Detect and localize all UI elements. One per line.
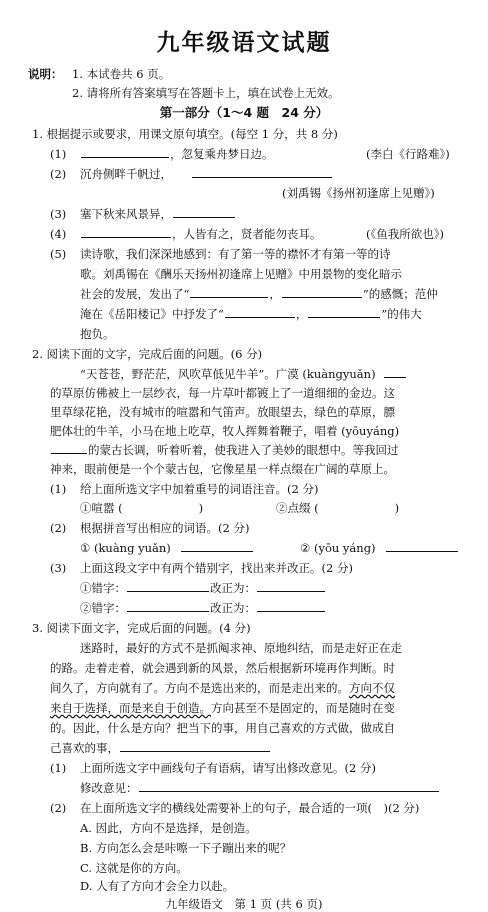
q1-item5-line1: 读诗歌，我们深深地感到：有了第一等的襟怀才有第一等的诗 [80,247,391,261]
q2-stem: 2. 阅读下面的文字，完成后面的问题。(6 分) [32,347,263,361]
q2-sub3-a [80,580,326,596]
q3-passage-line4 [50,700,395,716]
q1-item5-line4-end: ”的伟大 [381,307,422,321]
q2-passage-line5-text: 的蒙古长调，听着听着，使我进入了美妙的眼想中。等我回过 [88,443,399,457]
q1-item4-text: ，人皆有之，贤者能勿丧耳。 [172,227,322,241]
answer-blank[interactable] [127,580,209,592]
q3-option-c[interactable]: C. 这就是你的方向。 [80,861,188,875]
q3-underlined-sentence-part2: 来自于选择，而是来自于创造。 [50,701,211,715]
q2-sub1-b-label: ②点缀 ( [276,501,319,515]
q1-item1-source: (李白《行路难》) [366,147,450,161]
q2-sub3-b-label: ②错字： [80,601,126,615]
q3-sub1-number: (1) [50,761,67,775]
q2-passage-line3: 里草绿花艳，没有城市的喧嚣和气笛声。放眼望去，绿色的草原，膘 [50,405,395,419]
q2-passage-line6: 神来，眼前便是一个个蒙古包，它像星星一样点缀在广阔的草原上。 [50,462,395,476]
answer-blank[interactable] [139,780,439,792]
q2-sub3-b-correct-label: 改正为： [210,601,256,615]
q2-sub1-text: 给上面所选文字中加着重号的词语注音。(2 分) [80,482,319,496]
q2-sub2-number: (2) [50,521,67,535]
q2-sub2-text: 根据拼音写出相应的词语。(2 分) [80,521,250,535]
q2-passage-line1-text: “天苍苍，野茫茫，风吹草低见牛羊”。广漠 (kuàngyuǎn) [80,367,376,381]
q3-passage-line4-text: 方向甚至不是固定的，而是随时在变 [211,701,395,715]
q1-item3 [80,206,236,222]
q3-passage-line3-text: 间久了，方向就有了。方向不是选出来的，而是走出来的。 [50,681,349,695]
q3-passage-line5: 的。因此，什么是方向？把当下的事，用自己喜欢的方式做，做成自 [50,721,395,735]
q3-option-b[interactable]: B. 方向怎么会是咔嚓一下子蹦出来的呢？ [80,841,292,855]
q3-sub2-number: (2) [50,801,67,815]
q3-sub1-answer-label: 修改意见： [80,781,138,795]
answer-blank[interactable] [190,286,268,298]
q1-item5-line2: 歌。刘禹锡在《酬乐天扬州初逢席上见赠》中用景物的变化暗示 [80,267,402,281]
q1-item1-text: ，忽复乘舟梦日边。 [170,147,274,161]
answer-blank[interactable] [384,366,406,378]
q1-item5-line3 [80,286,438,302]
answer-blank[interactable] [181,540,253,552]
q2-sub1-number: (1) [50,482,67,496]
q1-item5-number: (5) [50,247,67,261]
answer-blank[interactable] [225,306,295,318]
q1-item2-source: (刘禹锡《扬州初逢席上见赠》) [282,186,435,200]
q2-sub3-number: (3) [50,561,67,575]
section-heading: 第一部分（1～4 题 24 分） [159,105,329,120]
q2-sub2-a-label: ① (kuàng yuǎn) [80,541,171,555]
q2-passage-line4: 肥体壮的牛羊，小马在地上吃草，牧人挥舞着鞭子，唱着 (yōuyáng) [50,424,400,438]
q3-stem: 3. 阅读下面文字，完成后面的问题。(4 分) [32,621,251,635]
q1-item4-source: (《鱼我所欲也》) [366,227,444,241]
q1-item4 [80,226,322,242]
q1-item2-number: (2) [50,167,67,181]
q3-sub1-answer [80,780,440,796]
q3-passage-line2: 的路。走着走着，就会遇到新的风景，然后根据新环境再作判断。时 [50,661,395,675]
answer-blank[interactable] [81,146,169,158]
q2-sub2-a [80,540,254,556]
paren-close: ) [394,501,400,515]
q3-option-d[interactable]: D. 人有了方向才会全力以赴。 [80,879,235,893]
q2-sub1-a [80,500,203,516]
answer-blank[interactable] [386,540,458,552]
q1-item5-line3-end: ”的感慨；范仲 [362,287,438,301]
q3-underlined-sentence-part1: 方向不仅 [349,681,395,695]
q3-passage-line3 [50,680,395,696]
comma: ， [269,287,281,301]
q3-passage-line6-text: 己喜欢的事， [50,741,119,755]
q3-sub2-text: 在上面所选文字的横线处需要补上的句子，最合适的一项( )(2 分) [80,801,420,815]
answer-blank[interactable] [192,166,332,178]
q1-item3-text: 塞下秋来风景异， [80,207,172,221]
q1-item1-number: (1) [50,147,67,161]
answer-blank[interactable] [308,306,380,318]
q1-item5-line3-start: 社会的发展，发出了“ [80,287,190,301]
answer-blank[interactable] [173,206,235,218]
q3-passage-line6 [50,740,271,756]
comma: ， [295,307,308,321]
q3-option-a[interactable]: A. 因此，方向不是选择，是创造。 [80,821,257,835]
answer-blank[interactable] [282,286,362,298]
q3-sub1-text: 上面所选文字中画线句子有语病，请写出修改意见。(2 分) [80,761,376,775]
q2-sub3-b [80,600,326,616]
q3-passage-line1: 迷路时，最好的方式不是抓阄求神、原地纠结，而是走好正在走 [80,641,402,655]
q1-item5-line4-start: 淹在《岳阳楼记》中抒发了“ [80,307,224,321]
q2-passage-line1 [80,366,407,382]
answer-blank[interactable] [257,600,325,612]
q1-item2-text: 沉舟侧畔千帆过， [80,167,172,181]
q2-sub3-a-label: ①错字： [80,581,126,595]
q2-sub3-text: 上面这段文字中有两个错别字，找出来并改正。(2 分) [80,561,353,575]
answer-blank[interactable] [127,600,209,612]
q1-item5-line5: 抱负。 [80,327,115,341]
paren-close: ) [198,501,204,515]
q1-item3-number: (3) [50,207,67,221]
page-footer: 九年级语文 第 1 页 (共 6 页) [165,897,323,911]
q2-sub1-b [276,500,399,516]
q2-sub1-a-label: ①喧嚣 ( [80,501,123,515]
answer-blank[interactable] [257,580,325,592]
exam-title: 九年级语文试题 [156,30,332,56]
q2-sub3-a-correct-label: 改正为： [210,581,256,595]
q2-passage-line2: 的草原仿佛被上一层纱衣，每一片草叶都镀上了一道细细的金边。这 [50,386,395,400]
q1-item4-number: (4) [50,227,67,241]
answer-blank[interactable] [51,442,87,454]
q1-item5-line4 [80,306,422,322]
notes-line-2: 2. 请将所有答案填写在答题卡上，填在试卷上无效。 [72,86,340,100]
answer-blank[interactable] [81,226,171,238]
q1-item1 [80,146,274,162]
q2-sub2-b-label: ② (yōu yáng) [300,541,376,555]
q1-stem: 1. 根据提示或要求，用课文原句填空。(每空 1 分，共 8 分) [32,127,338,141]
notes-line-1: 1. 本试卷共 6 页。 [72,67,171,81]
q2-sub2-b [300,540,459,556]
q2-passage-line5 [50,442,399,458]
answer-blank[interactable] [120,740,270,752]
q1-item2 [80,166,333,182]
notes-label: 说明： [28,67,63,81]
